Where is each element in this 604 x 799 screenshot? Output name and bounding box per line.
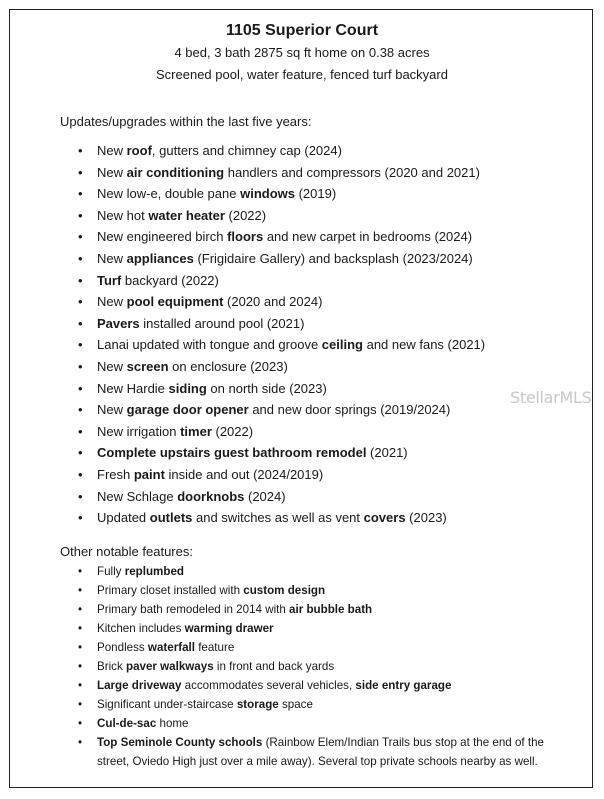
emphasis-text: replumbed xyxy=(124,565,184,578)
list-item xyxy=(78,162,485,184)
emphasis-text: air bubble bath xyxy=(289,603,373,616)
bullet-icon: • xyxy=(78,698,83,711)
list-item xyxy=(78,183,485,205)
list-item xyxy=(78,399,485,421)
bullet-icon: • xyxy=(78,402,83,418)
item-text: feature xyxy=(194,641,235,654)
item-text: Fully xyxy=(97,565,125,578)
emphasis-text: warming drawer xyxy=(184,622,274,635)
list-item xyxy=(78,486,485,508)
item-text: on north side (2023) xyxy=(206,380,327,396)
list-item xyxy=(78,507,485,529)
bullet-icon: • xyxy=(78,315,83,331)
bullet-icon: • xyxy=(78,584,83,597)
item-text: in front and back yards xyxy=(213,660,335,673)
emphasis-text: pool equipment xyxy=(126,294,224,310)
list-item xyxy=(78,226,485,248)
item-text: handlers and compressors (2020 and 2021) xyxy=(224,164,480,180)
list-item xyxy=(78,581,555,600)
item-text: Significant under-staircase xyxy=(97,698,237,711)
bullet-icon: • xyxy=(78,380,83,396)
property-highlights: Screened pool, water feature, fenced turf backyard xyxy=(156,67,448,82)
bullet-icon: • xyxy=(78,186,83,202)
item-text: New hot xyxy=(97,207,149,223)
bullet-icon: • xyxy=(78,603,83,616)
emphasis-text: timer xyxy=(180,423,212,439)
item-text: on enclosure (2023) xyxy=(168,358,288,374)
emphasis-text: ceiling xyxy=(321,337,363,353)
bullet-icon: • xyxy=(78,337,83,353)
item-text: Kitchen includes xyxy=(97,622,185,635)
item-text: Brick xyxy=(97,660,126,673)
list-item xyxy=(78,464,485,486)
item-text: Primary closet installed with xyxy=(97,584,244,597)
emphasis-text: roof xyxy=(126,143,152,158)
item-text: (Rainbow Elem/Indian Trails bus stop at the end of the street, Oviedo High just over a mile away). Several top private schools nearby as well. xyxy=(97,736,544,768)
emphasis-text: Complete upstairs guest bathroom remodel xyxy=(97,445,367,461)
item-text: (Frigidaire Gallery) and backsplash (2023/2024) xyxy=(193,250,473,266)
item-text: New xyxy=(97,358,127,374)
emphasis-text: water heater xyxy=(148,207,225,223)
emphasis-text: screen xyxy=(126,358,169,374)
bullet-icon: • xyxy=(78,358,83,374)
bullet-icon: • xyxy=(78,229,83,245)
emphasis-text: covers xyxy=(363,510,406,526)
item-text: New Schlage xyxy=(97,488,178,504)
bullet-icon: • xyxy=(78,736,83,749)
list-item xyxy=(78,676,555,695)
emphasis-text: Large driveway xyxy=(97,679,182,692)
list-item xyxy=(78,421,485,443)
list-item xyxy=(78,638,555,657)
updates-heading: Updates/upgrades within the last five years: xyxy=(60,114,312,129)
emphasis-text: doorknobs xyxy=(177,488,245,504)
item-text: New Hardie xyxy=(97,380,169,396)
item-text: (2019) xyxy=(294,186,337,202)
item-text: Lanai updated with tongue and groove xyxy=(97,337,322,353)
emphasis-text: windows xyxy=(240,186,295,202)
bullet-icon: • xyxy=(78,679,83,692)
list-item xyxy=(78,270,485,292)
features-list xyxy=(78,562,555,771)
bullet-icon: • xyxy=(78,717,83,730)
bullet-icon: • xyxy=(78,641,83,654)
emphasis-text: side entry garage xyxy=(355,679,452,692)
updates-list xyxy=(78,140,485,529)
emphasis-text: custom design xyxy=(243,584,326,597)
item-text: Updated xyxy=(97,510,150,526)
emphasis-text: air conditioning xyxy=(126,164,225,180)
list-item xyxy=(78,334,485,356)
item-text: (2020 and 2024) xyxy=(223,294,323,310)
bullet-icon: • xyxy=(78,250,83,266)
bullet-icon: • xyxy=(78,660,83,673)
item-text: (2024) xyxy=(244,488,286,504)
bullet-icon: • xyxy=(78,488,83,504)
document-title: 1105 Superior Court xyxy=(225,22,379,39)
features-heading: Other notable features: xyxy=(60,544,193,559)
item-text: home xyxy=(156,717,189,730)
item-text: and switches as well as vent xyxy=(192,510,364,526)
bullet-icon: • xyxy=(78,143,83,158)
bullet-icon: • xyxy=(78,272,83,288)
item-text: Pondless xyxy=(97,641,148,654)
emphasis-text: Top Seminole County schools xyxy=(97,736,263,749)
item-text: (2022) xyxy=(224,207,267,223)
bullet-icon: • xyxy=(78,466,83,482)
bullet-icon: • xyxy=(78,423,83,439)
list-item xyxy=(78,291,485,313)
emphasis-text: storage xyxy=(236,698,279,711)
bullet-icon: • xyxy=(78,622,83,635)
list-item xyxy=(78,205,485,227)
item-text: (2021) xyxy=(366,445,408,461)
list-item xyxy=(78,248,485,270)
item-text: (2022) xyxy=(211,423,254,439)
item-text: New engineered birch xyxy=(97,229,228,245)
item-text: New xyxy=(97,294,127,310)
item-text: Primary bath remodeled in 2014 with xyxy=(97,603,290,616)
item-text: New low-e, double pane xyxy=(97,186,241,202)
item-text: , gutters and chimney cap (2024) xyxy=(151,143,342,158)
emphasis-text: Pavers xyxy=(97,315,140,331)
item-text: accommodates several vehicles, xyxy=(181,679,356,692)
emphasis-text: outlets xyxy=(149,510,193,526)
list-item xyxy=(78,313,485,335)
bullet-icon: • xyxy=(78,565,83,578)
bullet-icon: • xyxy=(78,207,83,223)
bullet-icon: • xyxy=(78,294,83,310)
emphasis-text: floors xyxy=(227,229,264,245)
item-text: inside and out (2024/2019) xyxy=(164,466,324,482)
watermark: StellarMLS xyxy=(510,388,592,407)
emphasis-text: appliances xyxy=(126,250,194,266)
bullet-icon: • xyxy=(78,164,83,180)
list-item xyxy=(78,600,555,619)
item-text: New xyxy=(97,143,127,158)
emphasis-text: Cul-de-sac xyxy=(97,717,157,730)
list-item xyxy=(78,733,555,771)
list-item xyxy=(78,695,555,714)
item-text: New xyxy=(97,164,127,180)
list-item xyxy=(78,140,485,162)
emphasis-text: Turf xyxy=(97,272,122,288)
item-text: and new carpet in bedrooms (2024) xyxy=(263,229,473,245)
emphasis-text: siding xyxy=(168,380,207,396)
item-text: New xyxy=(97,402,127,418)
item-text: and new fans (2021) xyxy=(362,337,486,353)
item-text: backyard (2022) xyxy=(121,272,219,288)
list-item xyxy=(78,657,555,676)
list-item xyxy=(78,562,555,581)
item-text: (2023) xyxy=(405,510,447,526)
list-item xyxy=(78,356,485,378)
list-item xyxy=(78,378,485,400)
item-text: and new door springs (2019/2024) xyxy=(248,402,451,418)
bullet-icon: • xyxy=(78,510,83,526)
emphasis-text: paint xyxy=(133,466,165,482)
property-summary: 4 bed, 3 bath 2875 sq ft home on 0.38 acres xyxy=(174,45,430,60)
emphasis-text: garage door opener xyxy=(126,402,249,418)
item-text: space xyxy=(278,698,313,711)
item-text: Fresh xyxy=(97,466,134,482)
emphasis-text: paver walkways xyxy=(125,660,214,673)
item-text: installed around pool (2021) xyxy=(139,315,305,331)
item-text: New xyxy=(97,250,127,266)
list-item xyxy=(78,442,485,464)
bullet-icon: • xyxy=(78,445,83,461)
list-item xyxy=(78,619,555,638)
list-item xyxy=(78,714,555,733)
item-text: New irrigation xyxy=(97,423,181,439)
emphasis-text: waterfall xyxy=(147,641,195,654)
